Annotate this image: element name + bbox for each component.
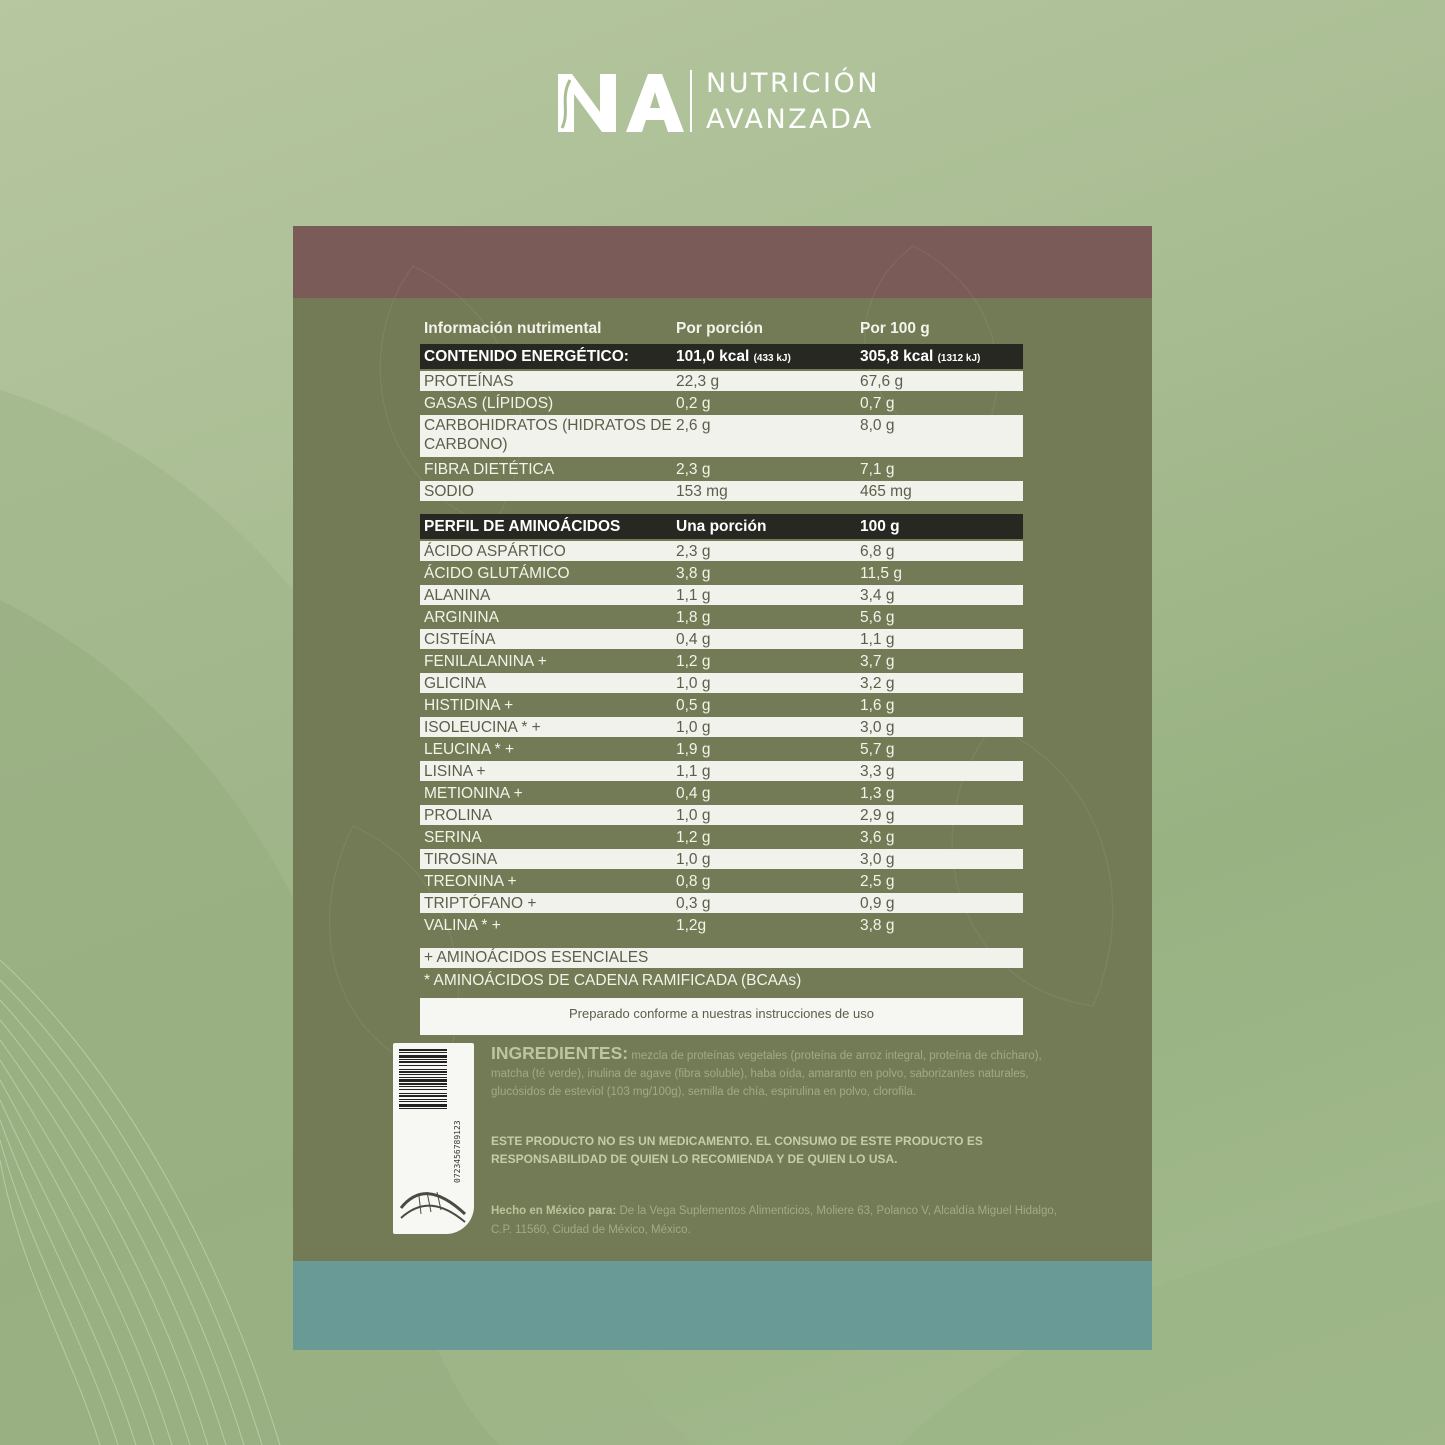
row-portion: 0,3 g [676,895,711,912]
row-portion: 1,9 g [676,741,711,758]
row-portion: 1,2 g [676,653,711,670]
row-portion: 1,2g [676,917,707,934]
row-portion: 1,0 g [676,719,711,736]
logo-divider [690,70,692,132]
row-per100: 3,6 g [860,829,895,846]
row-per100: 0,7 g [860,395,895,412]
table-row [420,695,1023,715]
nutrition-header-label: Información nutrimental [424,320,602,337]
row-portion: 1,0 g [676,675,711,692]
row-name: CARBOHIDRATOS (HIDRATOS DE CARBONO) [424,417,672,453]
table-row [420,871,1023,891]
table-row [420,629,1023,649]
energy-portion-kj: (433 kJ) [753,353,791,364]
row-portion: 1,0 g [676,807,711,824]
row-per100: 67,6 g [860,373,904,390]
row-portion: 1,0 g [676,851,711,868]
table-row [420,415,1023,457]
row-portion: 0,8 g [676,873,711,890]
row-name: ARGININA [424,609,499,626]
row-per100: 8,0 g [860,417,895,434]
row-name: PROLINA [424,807,493,824]
row-portion: 0,5 g [676,697,711,714]
barcode-number: 0723456789123 [453,1120,462,1183]
brand-name-line1: NUTRICIÓN [706,68,880,99]
energy-per100-kj: (1312 kJ) [937,353,981,364]
row-per100: 3,7 g [860,653,895,670]
row-name: TIROSINA [424,851,498,868]
table-row [420,563,1023,583]
ingredients [491,1044,1066,1101]
amino-header-portion: Una porción [676,518,767,535]
table-row [420,673,1023,693]
row-per100: 5,7 g [860,741,895,758]
row-per100: 0,9 g [860,895,895,912]
table-row [420,393,1023,413]
made-in-text: De la Vega Suplementos Alimenticios, Moliere 63, Polanco V, Alcaldía Miguel Hidalgo, C.P. 11560, Ciudad de México, México. [491,1205,1057,1236]
warning-text: ESTE PRODUCTO NO ES UN MEDICAMENTO. EL CONSUMO DE ESTE PRODUCTO ES RESPONSABILIDAD DE QUIEN LO RECOMIENDA Y DE QUIEN LO USA. [491,1134,983,1166]
ingredients-text: mezcla de proteínas vegetales (proteína de arroz integral, proteína de chícharo), matcha (té verde), inulina de agave (fibra soluble), haba oída, amaranto en polvo, saborizantes naturales, glucósidos de esteviol (103 mg/100g), semilla de chía, espirulina en polvo, clorofila. [491,1050,1042,1098]
row-portion: 1,8 g [676,609,711,626]
nutrition-table [420,318,1023,503]
table-row [420,651,1023,671]
row-portion: 0,4 g [676,631,711,648]
brand-logo-na [556,70,684,136]
table-row [420,459,1023,479]
row-name: HISTIDINA + [424,697,514,714]
preparation-note: Preparado conforme a nuestras instrucciones de uso [420,998,1023,1035]
row-name: ÁCIDO GLUTÁMICO [424,565,570,582]
row-portion: 3,8 g [676,565,711,582]
barcode [393,1043,474,1234]
amino-header-per100: 100 g [860,518,900,535]
row-portion: 153 mg [676,483,728,500]
row-per100: 3,0 g [860,851,895,868]
made-in [491,1202,1066,1240]
row-portion: 2,3 g [676,461,711,478]
row-per100: 3,4 g [860,587,895,604]
row-name: TRIPTÓFANO + [424,895,537,912]
row-portion: 2,6 g [676,417,711,434]
table-row [420,761,1023,781]
ingredients-title: INGREDIENTES: [491,1043,629,1063]
row-per100: 11,5 g [860,565,902,582]
legend-bcaa: * AMINOÁCIDOS DE CADENA RAMIFICADA (BCAAs) [424,972,802,989]
row-name: ISOLEUCINA * + [424,719,541,736]
table-row [420,915,1023,935]
row-name: GASAS (LÍPIDOS) [424,395,554,412]
table-row [420,481,1023,501]
nutrition-header-row [420,318,1023,342]
energy-per100: 305,8 kcal [860,348,934,365]
row-portion: 22,3 g [676,373,720,390]
row-name: PROTEÍNAS [424,373,514,390]
dna-wave-icon [397,1178,469,1228]
energy-portion: 101,0 kcal [676,348,750,365]
row-per100: 1,3 g [860,785,895,802]
row-per100: 3,3 g [860,763,895,780]
row-name: SODIO [424,483,474,500]
table-row [420,717,1023,737]
row-per100: 5,6 g [860,609,895,626]
row-portion: 2,3 g [676,543,711,560]
table-row [420,371,1023,391]
row-name: SERINA [424,829,482,846]
row-name: GLICINA [424,675,487,692]
row-portion: 0,2 g [676,395,711,412]
nutrition-label [293,226,1152,1350]
row-name: METIONINA + [424,785,523,802]
nutrition-header-portion: Por porción [676,320,763,337]
energy-label: CONTENIDO ENERGÉTICO: [424,348,629,365]
row-name: ÁCIDO ASPÁRTICO [424,543,566,560]
row-per100: 2,5 g [860,873,895,890]
amino-header-label: PERFIL DE AMINOÁCIDOS [424,518,621,535]
row-per100: 7,1 g [860,461,895,478]
table-row [420,783,1023,803]
brand-name-line2: AVANZADA [706,104,874,135]
table-row [420,805,1023,825]
row-per100: 3,0 g [860,719,895,736]
row-per100: 2,9 g [860,807,895,824]
table-row [420,893,1023,913]
table-row [420,827,1023,847]
row-per100: 1,6 g [860,697,895,714]
made-in-label: Hecho en México para: [491,1205,617,1217]
table-row [420,739,1023,759]
energy-row [420,344,1023,369]
row-per100: 1,1 g [860,631,895,648]
row-per100: 3,8 g [860,917,895,934]
row-name: ALANINA [424,587,491,604]
legend-essential: + AMINOÁCIDOS ESENCIALES [420,948,1023,968]
row-portion: 1,1 g [676,763,711,780]
row-name: FIBRA DIETÉTICA [424,461,555,478]
table-row [420,607,1023,627]
table-row [420,849,1023,869]
row-portion: 1,1 g [676,587,711,604]
row-per100: 3,2 g [860,675,895,692]
row-name: TREONINA + [424,873,517,890]
table-row [420,541,1023,561]
nutrition-header-per100: Por 100 g [860,320,930,337]
amino-rows [420,541,1023,935]
row-portion: 1,2 g [676,829,711,846]
amino-header-row [420,514,1023,539]
row-portion: 0,4 g [676,785,711,802]
row-name: FENILALANINA + [424,653,547,670]
amino-table [420,514,1023,937]
row-name: VALINA * + [424,917,501,934]
table-row [420,585,1023,605]
row-name: LISINA + [424,763,486,780]
row-per100: 465 mg [860,483,912,500]
row-per100: 6,8 g [860,543,895,560]
row-name: CISTEÍNA [424,631,496,648]
row-name: LEUCINA * + [424,741,515,758]
